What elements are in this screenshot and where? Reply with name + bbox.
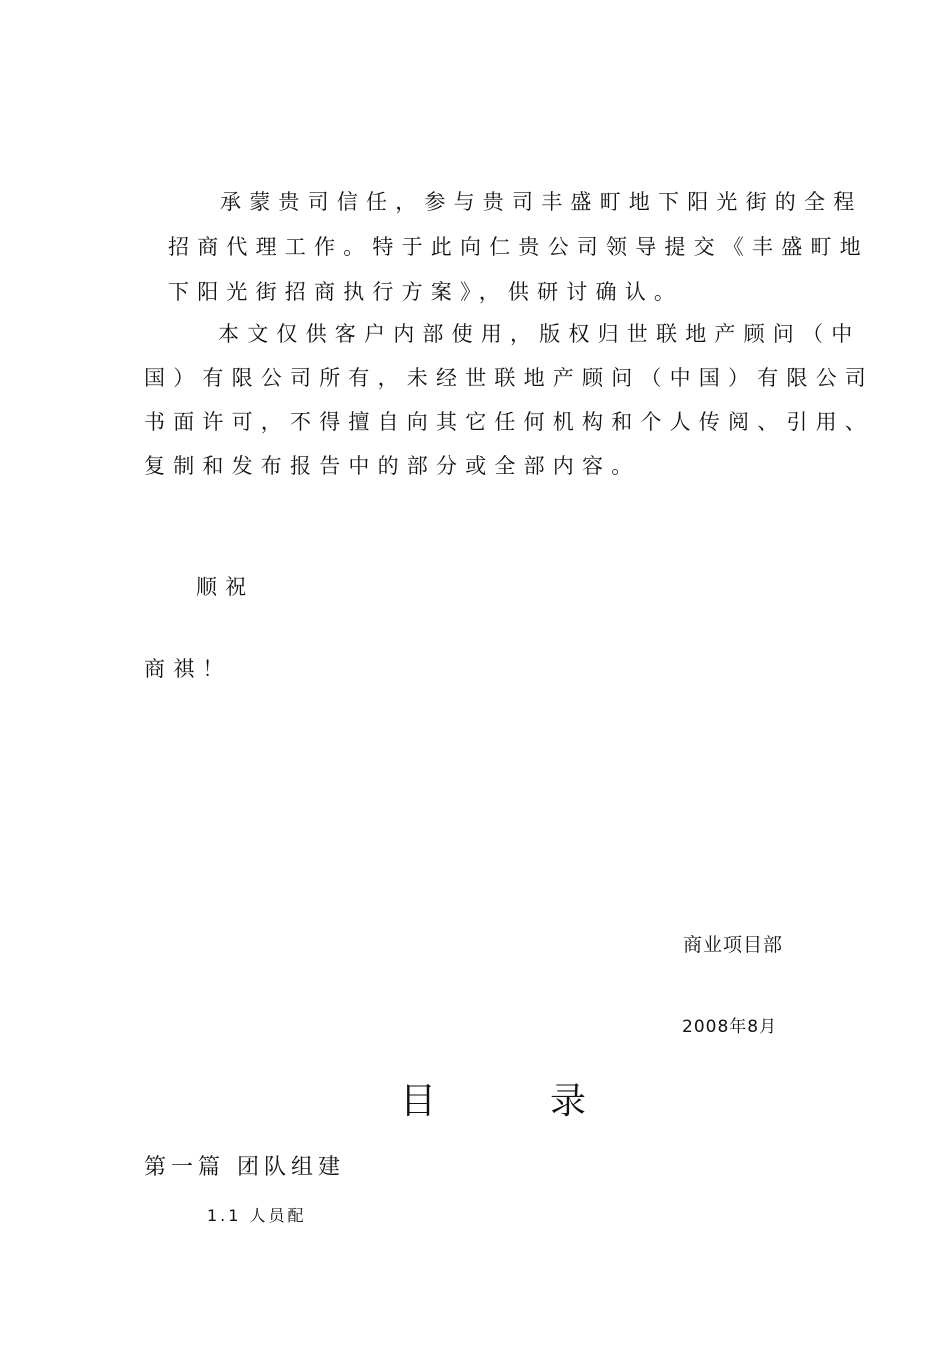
paragraph2-line1: 本文仅供客户内部使用，版权归世联地产顾问（中 — [218, 322, 861, 346]
date: 2008年8月 — [682, 1017, 778, 1037]
toc-title — [400, 1080, 600, 1124]
closing-wishes: 商祺！ — [144, 657, 232, 681]
signature: 商业项目部 — [683, 934, 784, 956]
paragraph2-line3: 书面许可，不得擅自向其它任何机构和个人传阅、引用、 — [144, 410, 874, 434]
paragraph1-line1: 承蒙贵司信任，参与贵司丰盛町地下阳光街的全程 — [220, 190, 863, 214]
paragraph1-line2: 招商代理工作。特于此向仁贵公司领导提交《丰盛町地 — [168, 235, 869, 259]
toc-part-1: 第一篇 团队组建 — [144, 1155, 345, 1180]
closing-regards: 顺祝 — [196, 575, 255, 599]
toc-section-1-1: 1.1 人员配 — [207, 1206, 307, 1225]
paragraph1-line3: 下阳光街招商执行方案》，供研讨确认。 — [168, 280, 684, 304]
toc-title-left: 目 — [400, 1081, 437, 1122]
paragraph2-line4: 复制和发布报告中的部分或全部内容。 — [144, 454, 641, 478]
paragraph2-line2: 国）有限公司所有，未经世联地产顾问（中国）有限公司 — [144, 366, 874, 390]
toc-title-right: 录 — [550, 1081, 587, 1122]
